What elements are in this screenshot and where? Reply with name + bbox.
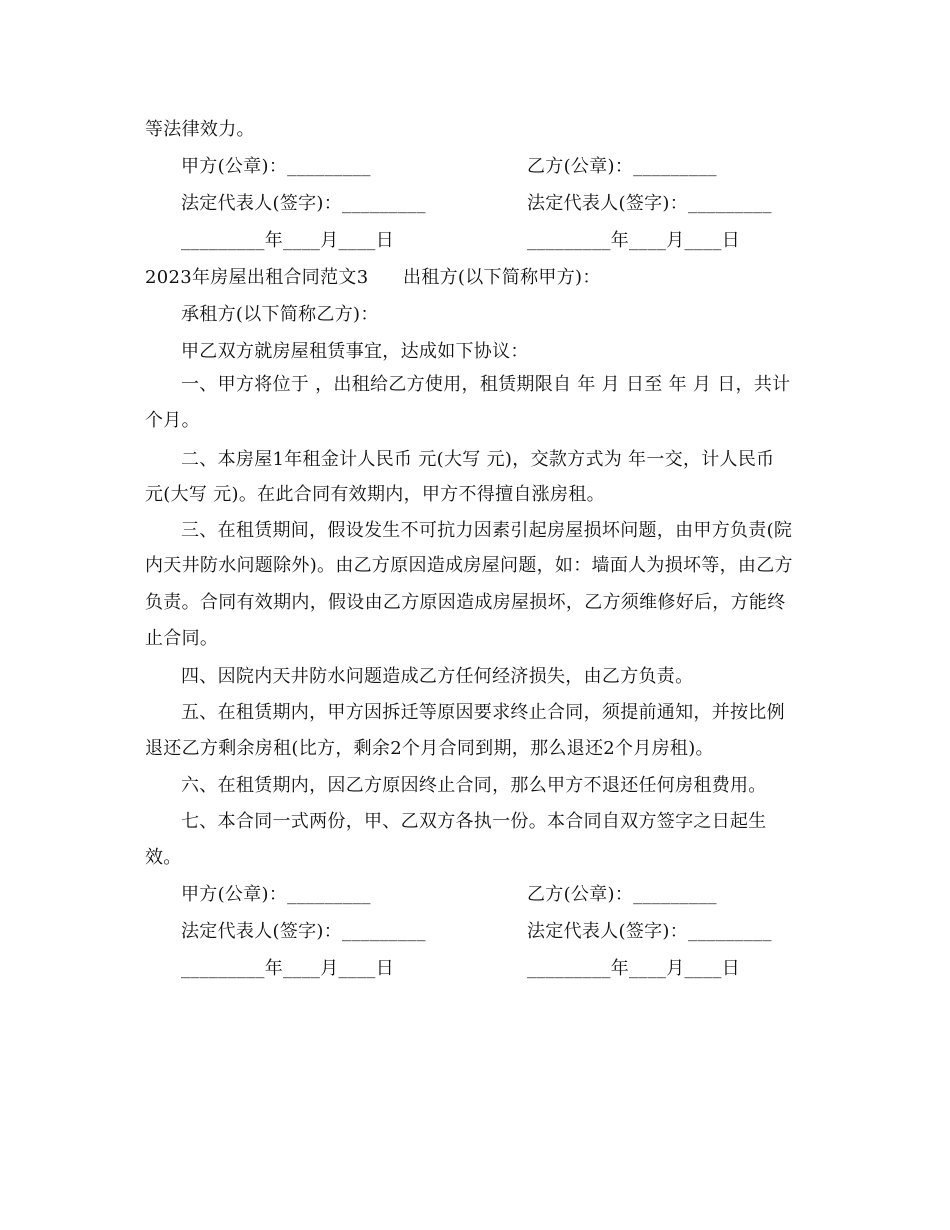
clause-3-line-3: 负责。合同有效期内，假设由乙方原因造成房屋损坏，乙方须维修好后，方能终	[145, 592, 786, 613]
date-right-line-bottom: _________年____月____日	[527, 958, 740, 979]
clause-7-line-2: 效。	[145, 847, 182, 868]
clause-1-line-1: 一、甲方将位于 ，出租给乙方使用，租赁期限自 年 月 日至 年 月 日，共计	[181, 374, 791, 395]
party-b-seal-line-bottom: 乙方(公章)：_________	[527, 884, 717, 905]
party-a-seal-line-bottom: 甲方(公章)：_________	[181, 884, 371, 905]
date-left-line: _________年____月____日	[181, 230, 394, 251]
lessee-label: 承租方(以下简称乙方)：	[181, 304, 379, 325]
clause-2-line-1: 二、本房屋1年租金计人民币 元(大写 元)，交款方式为 年一交，计人民币	[181, 449, 775, 470]
lessor-label: 出租方(以下简称甲方)：	[403, 267, 601, 288]
date-left-line-bottom: _________年____月____日	[181, 958, 394, 979]
section-heading: 2023年房屋出租合同范文3	[145, 267, 369, 288]
rep-sign-left-line: 法定代表人(签字)：_________	[181, 193, 426, 214]
party-b-seal-line: 乙方(公章)：_________	[527, 156, 717, 177]
clause-2-line-2: 元(大写 元)。在此合同有效期内，甲方不得擅自涨房租。	[145, 484, 605, 505]
rep-sign-right-line-bottom: 法定代表人(签字)：_________	[527, 921, 772, 942]
clause-6-line-1: 六、在租赁期内，因乙方原因终止合同，那么甲方不退还任何房租费用。	[181, 775, 767, 796]
clause-3-line-2: 内天井防水问题除外)。由乙方原因造成房屋问题，如：墙面人为损坏等，由乙方	[145, 555, 793, 576]
clause-5-line-2: 退还乙方剩余房租(比方，剩余2个月合同到期，那么退还2个月房租)。	[145, 738, 714, 759]
date-right-line: _________年____月____日	[527, 230, 740, 251]
intro-paragraph: 甲乙双方就房屋租赁事宜，达成如下协议：	[181, 341, 529, 362]
clause-3-line-1: 三、在租赁期间，假设发生不可抗力因素引起房屋损坏问题，由甲方负责(院	[181, 520, 793, 541]
opening-fragment: 等法律效力。	[145, 119, 255, 140]
clause-4-line-1: 四、因院内天井防水问题造成乙方任何经济损失，由乙方负责。	[181, 666, 694, 687]
clause-7-line-1: 七、本合同一式两份，甲、乙双方各执一份。本合同自双方签字之日起生	[181, 811, 767, 832]
rep-sign-right-line: 法定代表人(签字)：_________	[527, 193, 772, 214]
clause-5-line-1: 五、在租赁期内，甲方因拆迁等原因要求终止合同，须提前通知，并按比例	[181, 702, 785, 723]
clause-1-line-2: 个月。	[145, 410, 200, 431]
clause-3-line-4: 止合同。	[145, 628, 219, 649]
party-a-seal-line: 甲方(公章)：_________	[181, 156, 371, 177]
rep-sign-left-line-bottom: 法定代表人(签字)：_________	[181, 921, 426, 942]
